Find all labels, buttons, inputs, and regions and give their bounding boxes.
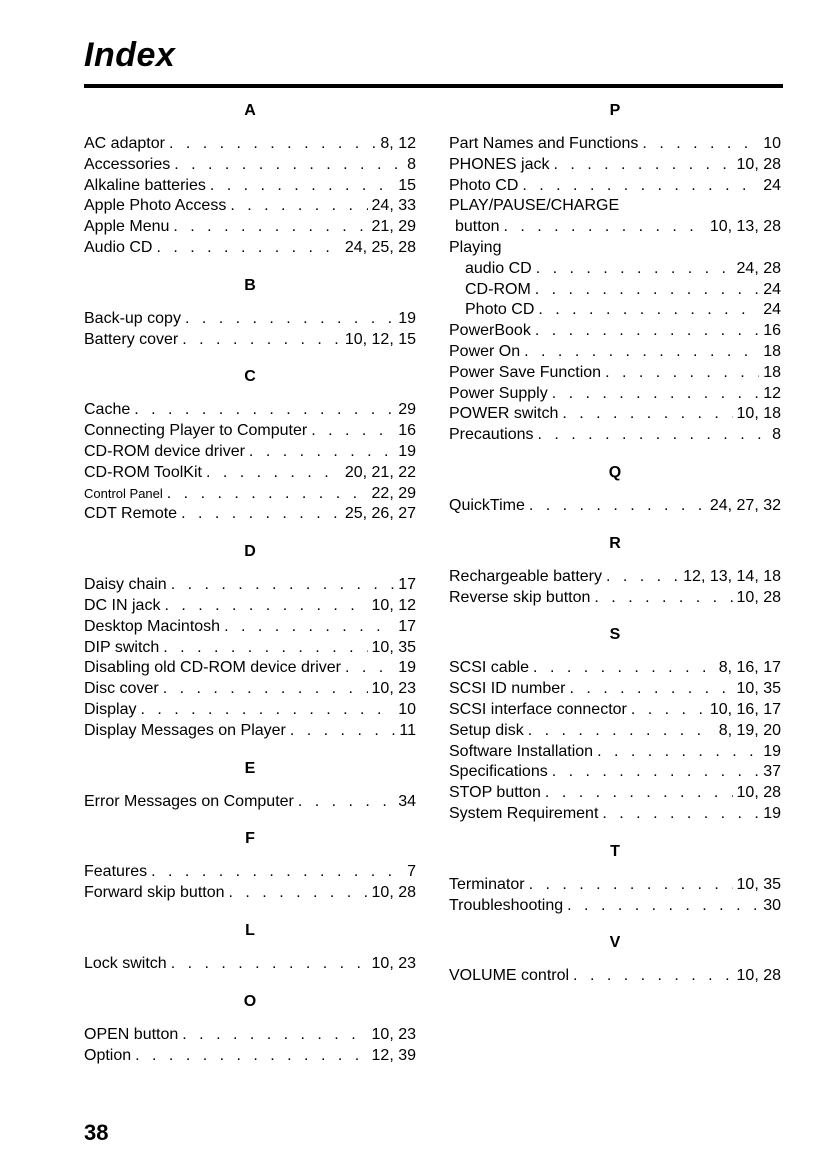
section-f xyxy=(84,826,416,904)
dot-leader xyxy=(185,309,394,330)
dot-leader xyxy=(538,425,769,446)
entry-pages: 8, 12 xyxy=(380,135,416,152)
section-letter: C xyxy=(244,368,256,386)
section-a xyxy=(84,98,416,259)
entry-pages: 10 xyxy=(398,700,416,718)
entry-pages: 18 xyxy=(763,363,781,381)
dot-leader xyxy=(290,721,396,742)
entry-name: Cache xyxy=(84,401,131,419)
entry-pages: 17 xyxy=(398,576,416,594)
entry-pages: 10, 28 xyxy=(736,967,781,985)
dot-leader xyxy=(552,384,759,405)
entry-pages: 10, 28 xyxy=(736,588,781,606)
entry-name: Option xyxy=(84,1046,132,1064)
entry-pages: 16 xyxy=(763,322,781,340)
index-entry xyxy=(449,300,781,321)
entry-name: Desktop Macintosh xyxy=(84,617,221,635)
entry-name: Power Save Function xyxy=(449,363,602,381)
dot-leader xyxy=(528,721,715,742)
index-entry xyxy=(84,442,416,463)
entry-name: Photo CD xyxy=(465,301,535,319)
index-entry xyxy=(84,330,416,351)
dot-leader xyxy=(522,176,759,197)
section-p xyxy=(449,98,781,446)
dot-leader xyxy=(538,300,759,321)
section-letter: Q xyxy=(608,463,622,481)
entry-pages: 8, 19, 20 xyxy=(718,721,781,739)
section-letter: L xyxy=(245,921,255,939)
index-entry xyxy=(84,309,416,330)
index-entry xyxy=(84,176,416,197)
dot-leader xyxy=(631,700,706,721)
section-letter: F xyxy=(245,830,255,848)
entry-name: Rechargeable battery xyxy=(449,567,602,585)
entry-name: Photo CD xyxy=(449,176,519,194)
entry-name: Power On xyxy=(449,342,521,360)
entry-pages: 19 xyxy=(398,442,416,460)
entry-name: SCSI interface connector xyxy=(449,700,627,718)
entry-name: Audio CD xyxy=(84,238,153,256)
index-entry xyxy=(84,155,416,176)
entry-name: Apple Photo Access xyxy=(84,197,227,215)
entry-name: Software Installation xyxy=(449,742,594,760)
index-entry xyxy=(84,217,416,238)
index-entry xyxy=(449,679,781,700)
dot-leader xyxy=(230,196,367,217)
index-entry xyxy=(84,638,416,659)
entry-pages: 24, 28 xyxy=(736,259,781,277)
entry-pages: 16 xyxy=(398,422,416,440)
entry-name: Precautions xyxy=(449,426,534,444)
index-entry xyxy=(84,484,416,505)
section-letter: O xyxy=(243,992,257,1010)
entry-name: System Requirement xyxy=(449,804,599,822)
entry-name: CDT Remote xyxy=(84,505,178,523)
section-t xyxy=(449,839,781,917)
entry-pages: 12, 13, 14, 18 xyxy=(683,567,781,585)
index-entry xyxy=(449,700,781,721)
entry-pages: 7 xyxy=(407,863,416,881)
entry-pages: 24, 27, 32 xyxy=(709,496,781,514)
index-entry xyxy=(84,134,416,155)
page-title: Index xyxy=(84,36,176,74)
entry-pages: 10, 28 xyxy=(736,155,781,173)
section-l xyxy=(84,918,416,975)
dot-leader xyxy=(164,596,367,617)
dot-leader xyxy=(535,280,759,301)
section-letter: R xyxy=(609,534,621,552)
entry-pages: 30 xyxy=(763,896,781,914)
index-entry xyxy=(449,321,781,342)
entry-name: Daisy chain xyxy=(84,576,167,594)
entry-pages: 24, 33 xyxy=(371,197,416,215)
entry-name: Battery cover xyxy=(84,330,179,348)
entry-pages: 24 xyxy=(763,280,781,298)
entry-pages: 10, 18 xyxy=(736,405,781,423)
section-letter: S xyxy=(609,626,621,644)
entry-pages: 19 xyxy=(763,804,781,822)
entry-pages: 37 xyxy=(763,763,781,781)
dot-leader xyxy=(163,638,367,659)
index-entry xyxy=(449,176,781,197)
entry-name: PowerBook xyxy=(449,322,531,340)
dot-leader xyxy=(156,238,340,259)
section-letter: B xyxy=(244,276,256,294)
dot-leader xyxy=(536,259,733,280)
dot-leader xyxy=(642,134,759,155)
dot-leader xyxy=(151,862,403,883)
entry-name: Disabling old CD-ROM device driver xyxy=(84,659,341,677)
entry-pages: 10, 28 xyxy=(371,884,416,902)
dot-leader xyxy=(174,155,403,176)
index-entry xyxy=(449,384,781,405)
entry-name: Accessories xyxy=(84,155,171,173)
entry-name: Alkaline batteries xyxy=(84,176,206,194)
dot-leader xyxy=(345,658,394,679)
index-entry xyxy=(84,596,416,617)
dot-leader xyxy=(135,1046,367,1067)
entry-name: Display xyxy=(84,700,137,718)
index-entry xyxy=(449,721,781,742)
entry-name: Troubleshooting xyxy=(449,896,564,914)
index-entry xyxy=(449,567,781,588)
index-column-right xyxy=(449,96,781,987)
dot-leader xyxy=(597,742,759,763)
dot-leader xyxy=(173,217,367,238)
entry-name: OPEN button xyxy=(84,1025,179,1043)
dot-leader xyxy=(181,504,341,525)
entry-pages: 10, 35 xyxy=(371,638,416,656)
index-entry xyxy=(84,862,416,883)
entry-pages: 10, 35 xyxy=(736,875,781,893)
dot-leader xyxy=(533,658,715,679)
dot-leader xyxy=(311,421,394,442)
index-entry xyxy=(84,617,416,638)
index-entry xyxy=(84,575,416,596)
dot-leader xyxy=(171,954,368,975)
entry-name: CD-ROM device driver xyxy=(84,442,245,460)
index-entry xyxy=(449,363,781,384)
index-entry xyxy=(449,238,781,259)
index-column-left xyxy=(84,96,416,1066)
entry-pages: 10, 16, 17 xyxy=(709,700,781,718)
entry-name: Playing xyxy=(449,238,502,256)
entry-pages: 15 xyxy=(398,176,416,194)
entry-pages: 22, 29 xyxy=(371,484,416,502)
entry-name: Power Supply xyxy=(449,384,548,402)
entry-pages: 10, 12, 15 xyxy=(344,330,416,348)
dot-leader xyxy=(182,1025,367,1046)
index-entry xyxy=(449,658,781,679)
entry-name: Connecting Player to Computer xyxy=(84,422,308,440)
index-entry xyxy=(84,421,416,442)
dot-leader xyxy=(605,363,759,384)
entry-name: Display Messages on Player xyxy=(84,721,286,739)
index-entry xyxy=(84,954,416,975)
index-entry xyxy=(84,196,416,217)
section-letter: A xyxy=(244,102,256,119)
section-o xyxy=(84,989,416,1067)
dot-leader xyxy=(602,804,759,825)
dot-leader xyxy=(567,896,759,917)
dot-leader xyxy=(594,588,732,609)
dot-leader xyxy=(140,700,394,721)
entry-name: Terminator xyxy=(449,875,525,893)
entry-name: Error Messages on Computer xyxy=(84,792,294,810)
entry-name: Control Panel xyxy=(84,485,163,501)
entry-pages: 10, 12 xyxy=(371,596,416,614)
index-entry xyxy=(449,742,781,763)
section-v xyxy=(449,930,781,987)
entry-name: audio CD xyxy=(465,259,532,277)
section-c xyxy=(84,364,416,525)
entry-pages: 12, 39 xyxy=(371,1046,416,1064)
entry-name: PHONES jack xyxy=(449,155,550,173)
entry-name: DIP switch xyxy=(84,638,160,656)
entry-pages: 34 xyxy=(398,792,416,810)
entry-name: Reverse skip button xyxy=(449,588,591,606)
entry-name: Features xyxy=(84,863,148,881)
dot-leader xyxy=(169,134,376,155)
section-e xyxy=(84,756,416,813)
index-entry xyxy=(449,762,781,783)
section-b xyxy=(84,273,416,351)
dot-leader xyxy=(524,342,759,363)
entry-pages: 19 xyxy=(398,659,416,677)
entry-name: CD-ROM ToolKit xyxy=(84,463,202,481)
index-entry xyxy=(449,966,781,987)
section-letter: V xyxy=(609,934,621,952)
section-letter: E xyxy=(244,759,256,777)
entry-name: VOLUME control xyxy=(449,967,570,985)
entry-pages: 20, 21, 22 xyxy=(344,463,416,481)
page-number: 38 xyxy=(84,1120,109,1145)
index-entry xyxy=(84,1025,416,1046)
index-entry xyxy=(449,280,781,301)
dot-leader xyxy=(545,783,733,804)
index-entry xyxy=(84,721,416,742)
index-entry xyxy=(84,1046,416,1067)
entry-pages: 10, 23 xyxy=(371,1025,416,1043)
index-entry xyxy=(84,679,416,700)
entry-name: Forward skip button xyxy=(84,884,225,902)
dot-leader xyxy=(224,617,394,638)
dot-leader xyxy=(206,463,341,484)
entry-name: SCSI cable xyxy=(449,659,530,677)
index-entry xyxy=(449,217,781,238)
entry-pages: 21, 29 xyxy=(371,218,416,236)
entry-name: PLAY/PAUSE/CHARGE xyxy=(449,197,620,215)
dot-leader xyxy=(552,762,759,783)
index-entry xyxy=(449,783,781,804)
index-entry xyxy=(449,496,781,517)
dot-leader xyxy=(171,575,395,596)
dot-leader xyxy=(529,496,706,517)
entry-name: STOP button xyxy=(449,784,541,802)
entry-pages: 10, 23 xyxy=(371,680,416,698)
entry-name: Setup disk xyxy=(449,721,524,739)
entry-name: Specifications xyxy=(449,763,548,781)
index-entry xyxy=(84,658,416,679)
entry-pages: 18 xyxy=(763,342,781,360)
entry-pages: 25, 26, 27 xyxy=(344,505,416,523)
entry-name: button xyxy=(455,218,500,236)
dot-leader xyxy=(163,679,368,700)
entry-name: Apple Menu xyxy=(84,218,170,236)
entry-name: Disc cover xyxy=(84,680,159,698)
dot-leader xyxy=(182,330,341,351)
entry-pages: 24 xyxy=(763,176,781,194)
section-d xyxy=(84,539,416,741)
dot-leader xyxy=(249,442,394,463)
dot-leader xyxy=(229,883,368,904)
entry-pages: 12 xyxy=(763,384,781,402)
entry-pages: 11 xyxy=(399,721,416,739)
entry-name: AC adaptor xyxy=(84,135,165,152)
entry-name: SCSI ID number xyxy=(449,680,566,698)
entry-name: POWER switch xyxy=(449,405,559,423)
dot-leader xyxy=(503,217,705,238)
index-entry xyxy=(84,883,416,904)
section-letter: D xyxy=(244,543,256,561)
index-entry xyxy=(449,342,781,363)
entry-name: QuickTime xyxy=(449,496,525,514)
dot-leader xyxy=(562,404,732,425)
index-entry xyxy=(84,504,416,525)
entry-name: Back-up copy xyxy=(84,309,181,327)
index-entry xyxy=(84,400,416,421)
index-entry xyxy=(449,588,781,609)
entry-pages: 24, 25, 28 xyxy=(344,238,416,256)
entry-name: DC IN jack xyxy=(84,596,161,614)
index-entry xyxy=(449,259,781,280)
index-entry xyxy=(84,792,416,813)
dot-leader xyxy=(167,484,368,505)
entry-pages: 17 xyxy=(398,617,416,635)
entry-name: CD-ROM xyxy=(465,280,531,298)
dot-leader xyxy=(134,400,394,421)
entry-pages: 10, 23 xyxy=(371,954,416,972)
entry-pages: 8 xyxy=(407,155,416,173)
index-entry xyxy=(84,238,416,259)
dot-leader xyxy=(573,966,732,987)
dot-leader xyxy=(298,792,394,813)
entry-pages: 10, 13, 28 xyxy=(709,218,781,236)
index-entry xyxy=(84,463,416,484)
index-entry xyxy=(449,404,781,425)
entry-pages: 24 xyxy=(763,301,781,319)
index-entry xyxy=(449,155,781,176)
section-q xyxy=(449,460,781,517)
entry-pages: 10 xyxy=(763,135,781,152)
entry-pages: 29 xyxy=(398,401,416,419)
entry-pages: 10, 35 xyxy=(736,680,781,698)
index-entry xyxy=(449,196,781,217)
dot-leader xyxy=(606,567,679,588)
index-entry xyxy=(449,875,781,896)
index-entry xyxy=(449,896,781,917)
entry-pages: 19 xyxy=(398,309,416,327)
dot-leader xyxy=(529,875,733,896)
dot-leader xyxy=(210,176,394,197)
dot-leader xyxy=(553,155,732,176)
index-entry xyxy=(84,700,416,721)
index-entry xyxy=(449,425,781,446)
entry-pages: 19 xyxy=(763,742,781,760)
title-rule xyxy=(84,84,783,88)
section-letter: P xyxy=(609,102,621,119)
entry-name: Part Names and Functions xyxy=(449,135,639,152)
section-s xyxy=(449,622,781,824)
dot-leader xyxy=(535,321,759,342)
index-entry xyxy=(449,134,781,155)
entry-name: Lock switch xyxy=(84,954,167,972)
section-r xyxy=(449,531,781,609)
section-letter: T xyxy=(610,842,620,860)
entry-pages: 8, 16, 17 xyxy=(718,659,781,677)
entry-pages: 10, 28 xyxy=(736,784,781,802)
index-entry xyxy=(449,804,781,825)
entry-pages: 8 xyxy=(772,426,781,444)
dot-leader xyxy=(569,679,732,700)
